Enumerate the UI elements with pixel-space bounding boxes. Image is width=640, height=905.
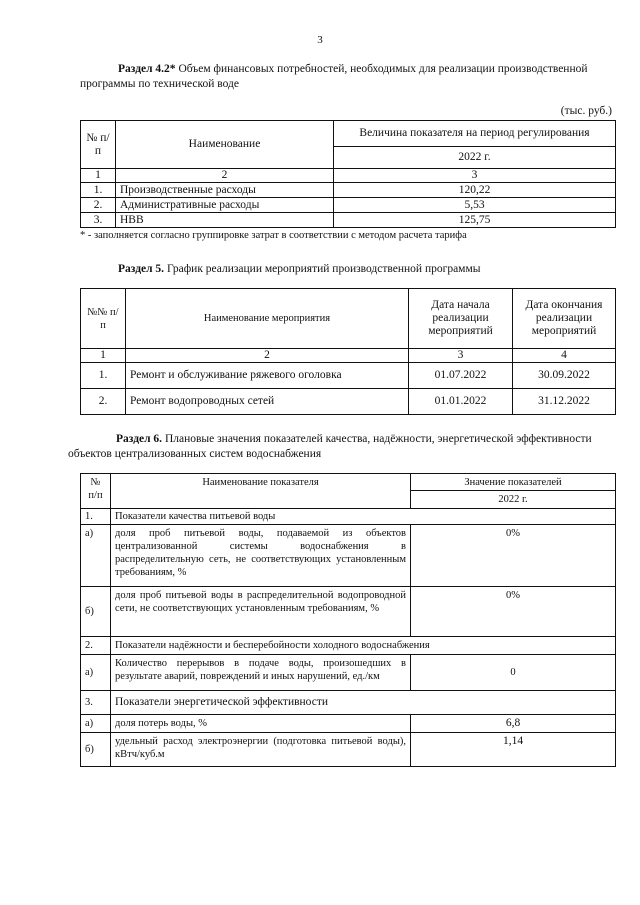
section-6-title: Плановые значения показателей качества, надёжности, энергетической эффективности объектов централизованных систем водоснабжения bbox=[68, 433, 592, 460]
row-value: 0% bbox=[411, 587, 616, 637]
row-end-date: 31.12.2022 bbox=[513, 389, 616, 415]
group-num: 2. bbox=[81, 637, 111, 655]
group-row bbox=[81, 509, 616, 525]
table-row bbox=[81, 525, 616, 587]
unit-label: (тыс. руб.) bbox=[560, 105, 612, 117]
row-num: 1. bbox=[81, 363, 126, 389]
schedule-table bbox=[80, 288, 616, 415]
table-row bbox=[81, 733, 616, 767]
row-value: 6,8 bbox=[411, 715, 616, 733]
row-num: а) bbox=[81, 655, 111, 691]
section-4-2-title: Объем финансовых потребностей, необходимых для реализации производственной программы по технической воде bbox=[80, 63, 588, 90]
group-row bbox=[81, 637, 616, 655]
group-title: Показатели надёжности и бесперебойности холодного водоснабжения bbox=[111, 637, 616, 655]
col-number: 4 bbox=[513, 349, 616, 363]
col-number: 1 bbox=[81, 169, 116, 183]
section-5-title: График реализации мероприятий производственной программы bbox=[164, 263, 481, 275]
row-name: доля проб питьевой воды, подаваемой из объектов централизованной системы водоснабжения в распределительную сеть, не соответствующих установленным требованиям, % bbox=[111, 525, 411, 587]
group-num: 1. bbox=[81, 509, 111, 525]
section-4-2-heading bbox=[80, 62, 615, 92]
header-year: 2022 г. bbox=[411, 491, 616, 509]
group-title: Показатели качества питьевой воды bbox=[111, 509, 616, 525]
row-value: 125,75 bbox=[334, 213, 616, 228]
header-num: № п/п bbox=[81, 474, 111, 509]
page-number: 3 bbox=[317, 34, 323, 46]
col-number: 2 bbox=[126, 349, 409, 363]
table-row bbox=[81, 389, 616, 415]
row-num: а) bbox=[81, 525, 111, 587]
row-num: б) bbox=[81, 733, 111, 767]
table-row bbox=[81, 213, 616, 228]
row-num: б) bbox=[81, 587, 111, 637]
row-num: 1. bbox=[81, 183, 116, 198]
table-row bbox=[81, 715, 616, 733]
row-name: Ремонт водопроводных сетей bbox=[126, 389, 409, 415]
header-name: Наименование мероприятия bbox=[126, 289, 409, 349]
section-4-2-label: Раздел 4.2* bbox=[118, 63, 176, 75]
row-name: удельный расход электроэнергии (подготовка питьевой воды), кВтч/куб.м bbox=[111, 733, 411, 767]
section-6-heading bbox=[68, 432, 616, 462]
col-number: 3 bbox=[409, 349, 513, 363]
section-6-label: Раздел 6. bbox=[116, 433, 163, 445]
header-end: Дата окончания реализации мероприятий bbox=[513, 289, 616, 349]
row-num: 2. bbox=[81, 389, 126, 415]
group-row bbox=[81, 691, 616, 715]
table-row bbox=[81, 587, 616, 637]
header-name: Наименование bbox=[116, 121, 334, 169]
header-num: № п/п bbox=[81, 121, 116, 169]
header-start: Дата начала реализации мероприятий bbox=[409, 289, 513, 349]
row-name: НВВ bbox=[116, 213, 334, 228]
row-num: а) bbox=[81, 715, 111, 733]
table-row bbox=[81, 183, 616, 198]
col-number: 2 bbox=[116, 169, 334, 183]
row-name: Административные расходы bbox=[116, 198, 334, 213]
footnote: * - заполняется согласно группировке затрат в соответствии с методом расчета тарифа bbox=[80, 230, 467, 241]
table-row bbox=[81, 198, 616, 213]
col-number: 1 bbox=[81, 349, 126, 363]
group-num: 3. bbox=[81, 691, 111, 715]
row-name: Ремонт и обслуживание ряжевого оголовка bbox=[126, 363, 409, 389]
row-end-date: 30.09.2022 bbox=[513, 363, 616, 389]
header-value: Величина показателя на период регулирования bbox=[334, 121, 616, 147]
row-name: Производственные расходы bbox=[116, 183, 334, 198]
table-row bbox=[81, 363, 616, 389]
quality-indicators-table bbox=[80, 473, 616, 767]
col-number: 3 bbox=[334, 169, 616, 183]
section-5-label: Раздел 5. bbox=[118, 263, 165, 275]
row-value: 5,53 bbox=[334, 198, 616, 213]
row-value: 0 bbox=[411, 655, 616, 691]
row-value: 1,14 bbox=[411, 733, 616, 767]
table-row bbox=[81, 655, 616, 691]
section-5-heading bbox=[80, 262, 615, 277]
financial-needs-table bbox=[80, 120, 616, 228]
row-start-date: 01.07.2022 bbox=[409, 363, 513, 389]
row-name: доля проб питьевой воды в распределительной водопроводной сети, не соответствующих установленным требованиям, % bbox=[111, 587, 411, 637]
row-value: 0% bbox=[411, 525, 616, 587]
row-num: 3. bbox=[81, 213, 116, 228]
header-year: 2022 г. bbox=[334, 147, 616, 169]
header-name: Наименование показателя bbox=[111, 474, 411, 509]
row-start-date: 01.01.2022 bbox=[409, 389, 513, 415]
header-value: Значение показателей bbox=[411, 474, 616, 491]
header-num: №№ п/п bbox=[81, 289, 126, 349]
row-name: доля потерь воды, % bbox=[111, 715, 411, 733]
row-value: 120,22 bbox=[334, 183, 616, 198]
row-name: Количество перерывов в подаче воды, произошедших в результате аварий, повреждений и иных нарушений, ед./км bbox=[111, 655, 411, 691]
group-title: Показатели энергетической эффективности bbox=[111, 691, 616, 715]
row-num: 2. bbox=[81, 198, 116, 213]
